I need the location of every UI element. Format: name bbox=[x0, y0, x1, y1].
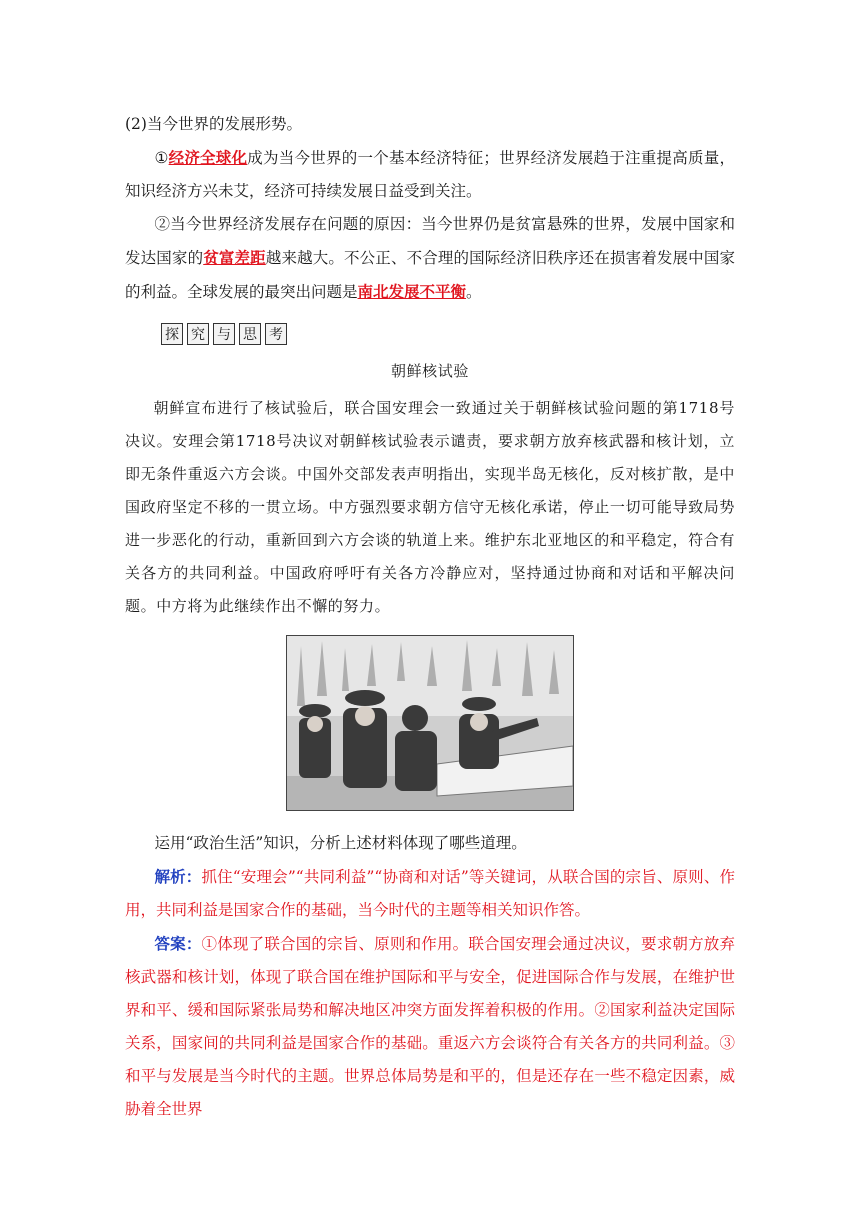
point-2-text-c: 。 bbox=[466, 283, 482, 301]
section-heading: (2)当今世界的发展形势。 bbox=[125, 115, 302, 133]
answer-paragraph bbox=[125, 927, 735, 1126]
point-1-text: 成为当今世界的一个基本经济特征；世界经济发展趋于注重提高质量，知识经济方兴未艾，经济可持续发展日益受到关注。 bbox=[125, 149, 735, 200]
answer-block bbox=[125, 927, 735, 1126]
analysis-text: 抓住“安理会”“共同利益”“协商和对话”等关键词，从联合国的宗旨、原则、作用，共同利益是国家合作的基础，当今时代的主题等相关知识作答。 bbox=[125, 868, 735, 919]
keyword-wealth-gap: 贫富差距 bbox=[203, 248, 266, 267]
news-photo bbox=[286, 635, 574, 811]
keyword-north-south-imbalance: 南北发展不平衡 bbox=[357, 282, 467, 301]
keyword-economic-globalization: 经济全球化 bbox=[168, 148, 248, 167]
answer-text: ①体现了联合国的宗旨、原则和作用。联合国安理会通过决议，要求朝方放弃核武器和核计划，体现了联合国在维护国际和平与安全，促进国际合作与发展，在维护世界和平、缓和国际紧张局势和解决地区冲突方面发挥着积极的作用。②国家利益决定国际关系，国家间的共同利益是国家合作的基础。重返六方会谈符合有关各方的共同利益。③和平与发展是当今时代的主题。世界总体局势是和平的，但是还存在一些不稳定因素，威胁着全世界 bbox=[125, 935, 735, 1118]
point-1-number: ① bbox=[154, 149, 169, 167]
reading-title: 朝鲜核试验 bbox=[390, 362, 469, 380]
reading-body: 朝鲜宣布进行了核试验后，联合国安理会一致通过关于朝鲜核试验问题的第1718号决议。安理会第1718号决议对朝鲜核试验表示谴责，要求朝方放弃核武器和核计划，立即无条件重返六方会谈。中国外交部发表声明指出，实现半岛无核化，反对核扩散，是中国政府坚定不移的一贯立场。中方强烈要求朝方信守无核化承诺，停止一切可能导致局势进一步恶化的行动，重新回到六方会谈的轨道上来。维护东北亚地区的和平稳定，符合有关各方的共同利益。中国政府呼吁有关各方冷静应对，坚持通过协商和对话和平解决问题。中方将为此继续作出不懈的努力。 bbox=[125, 399, 735, 615]
box-char: 究 bbox=[187, 323, 209, 345]
point-1-paragraph bbox=[125, 141, 735, 208]
box-char: 考 bbox=[265, 323, 287, 345]
reading-material bbox=[125, 355, 735, 623]
box-char: 探 bbox=[161, 323, 183, 345]
answer-label: 答案： bbox=[154, 934, 202, 953]
explore-and-think-boxes bbox=[161, 323, 735, 345]
point-2-text-a: ②当今世界经济发展存在问题的原因：当今世界仍是贫富悬殊的世界，发展中国家和发达国家的 bbox=[125, 215, 735, 267]
document-page bbox=[125, 108, 735, 1126]
question-prompt: 运用“政治生活”知识，分析上述材料体现了哪些道理。 bbox=[154, 834, 527, 852]
point-2-text-b: 越来越大。不公正、不合理的国际经济旧秩序还在损害着发展中国家的利益。全球发展的最突出问题是 bbox=[125, 249, 735, 301]
box-char: 思 bbox=[239, 323, 261, 345]
analysis-label: 解析： bbox=[154, 867, 202, 886]
analysis-paragraph bbox=[125, 860, 735, 927]
point-2-paragraph bbox=[125, 208, 735, 309]
box-char: 与 bbox=[213, 323, 235, 345]
